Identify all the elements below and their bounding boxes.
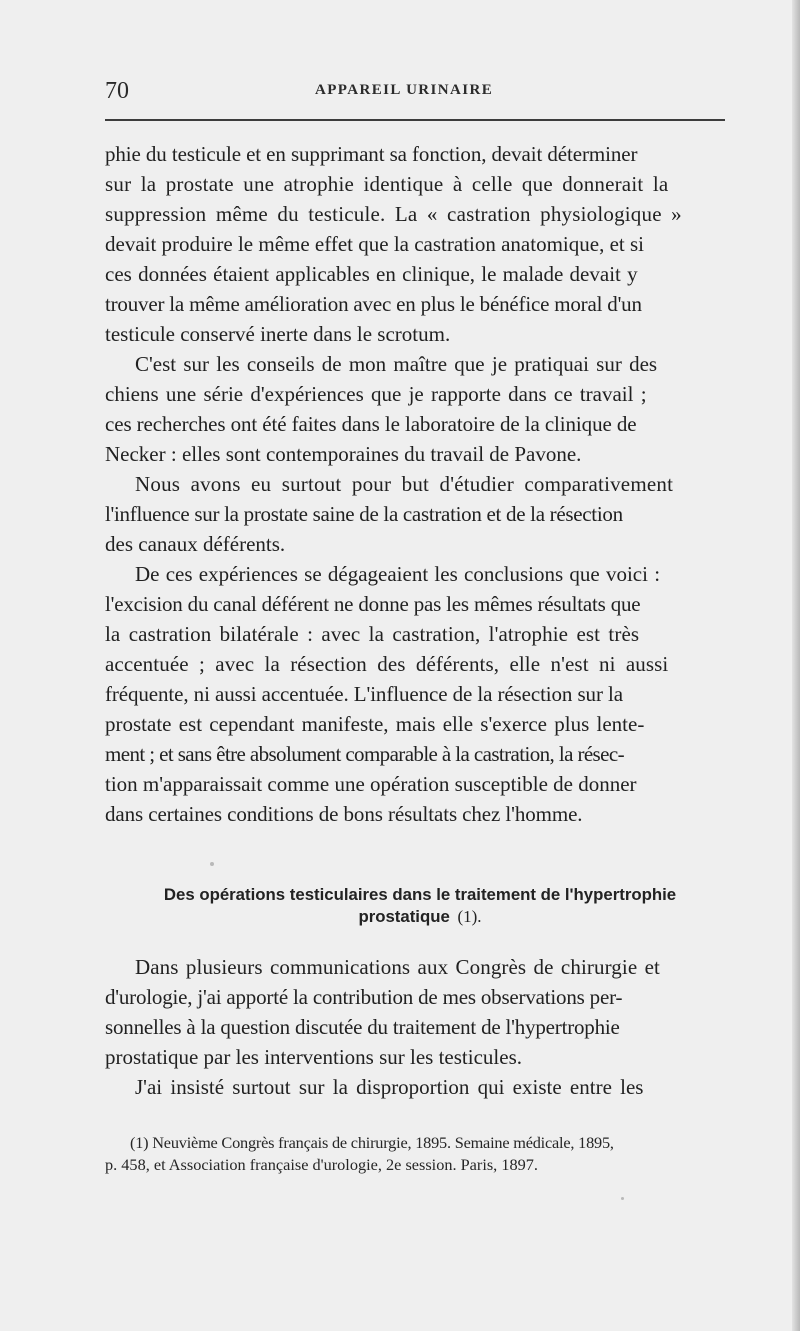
text-line: Necker : elles sont contemporaines du travail de Pavone.	[105, 442, 582, 466]
footnote-line-1: (1) Neuvième Congrès français de chirurgie, 1895. Semaine médicale, 1895,	[130, 1133, 614, 1152]
text-line: trouver la même amélioration avec en plus le bénéfice moral d'un	[105, 292, 642, 316]
section-heading	[105, 884, 735, 928]
main-text-block	[105, 139, 727, 829]
text-line: testicule conservé inerte dans le scrotum.	[105, 322, 451, 346]
text-line: ces recherches ont été faites dans le laboratoire de la clinique de	[105, 412, 637, 436]
text-line: ment ; et sans être absolument comparable à la castration, la résec-	[105, 742, 624, 766]
footnote-reference: (1).	[457, 907, 482, 926]
text-line: la castration bilatérale : avec la castration, l'atrophie est très	[105, 622, 640, 646]
text-line: d'urologie, j'ai apporté la contribution de mes observations per-	[105, 985, 623, 1009]
text-line: sur la prostate une atrophie identique à celle que donnerait la	[105, 172, 669, 196]
text-line: sonnelles à la question discutée du traitement de l'hypertrophie	[105, 1015, 620, 1039]
text-line: suppression même du testicule. La « castration physiologique »	[105, 202, 682, 226]
text-line: prostatique par les interventions sur les testicules.	[105, 1045, 522, 1069]
paragraph-first-line: J'ai insisté surtout sur la disproportion qui existe entre les	[135, 1075, 644, 1099]
text-line: l'excision du canal déférent ne donne pas les mêmes résultats que	[105, 592, 641, 616]
text-line: ces données étaient applicables en clinique, le malade devait y	[105, 262, 638, 286]
running-title: APPAREIL URINAIRE	[315, 82, 494, 98]
text-line: prostate est cependant manifeste, mais elle s'exerce plus lente-	[105, 712, 645, 736]
text-line: accentuée ; avec la résection des déférents, elle n'est ni aussi	[105, 652, 669, 676]
text-line: devait produire le même effet que la castration anatomique, et si	[105, 232, 644, 256]
ink-speck	[210, 862, 214, 866]
text-line: l'influence sur la prostate saine de la castration et de la résection	[105, 502, 623, 526]
paragraph-first-line: Nous avons eu surtout pour but d'étudier comparativement	[135, 472, 674, 496]
paragraph-first-line: Dans plusieurs communications aux Congrès de chirurgie et	[135, 955, 660, 979]
text-line: fréquente, ni aussi accentuée. L'influence de la résection sur la	[105, 682, 623, 706]
text-line: phie du testicule et en supprimant sa fonction, devait déterminer	[105, 142, 638, 166]
page-number: 70	[105, 78, 129, 104]
text-line: des canaux déférents.	[105, 532, 286, 556]
section-text-block	[105, 952, 735, 1102]
footnote	[105, 1132, 735, 1176]
section-heading-line-2	[105, 906, 735, 928]
header-rule	[105, 119, 725, 121]
text-line: tion m'apparaissait comme une opération susceptible de donner	[105, 772, 637, 796]
running-header	[0, 0, 800, 120]
section-heading-line-1: Des opérations testiculaires dans le traitement de l'hypertrophie	[163, 885, 677, 904]
paragraph-first-line: C'est sur les conseils de mon maître que je pratiquai sur des	[135, 352, 658, 376]
footnote-line-2: p. 458, et Association française d'urologie, 2e session. Paris, 1897.	[105, 1155, 538, 1174]
ink-speck	[621, 1197, 624, 1200]
text-line: dans certaines conditions de bons résultats chez l'homme.	[105, 802, 583, 826]
text-line: chiens une série d'expériences que je rapporte dans ce travail ;	[105, 382, 647, 406]
section-heading-word: prostatique	[358, 907, 450, 926]
paragraph-first-line: De ces expériences se dégageaient les conclusions que voici :	[135, 562, 661, 586]
